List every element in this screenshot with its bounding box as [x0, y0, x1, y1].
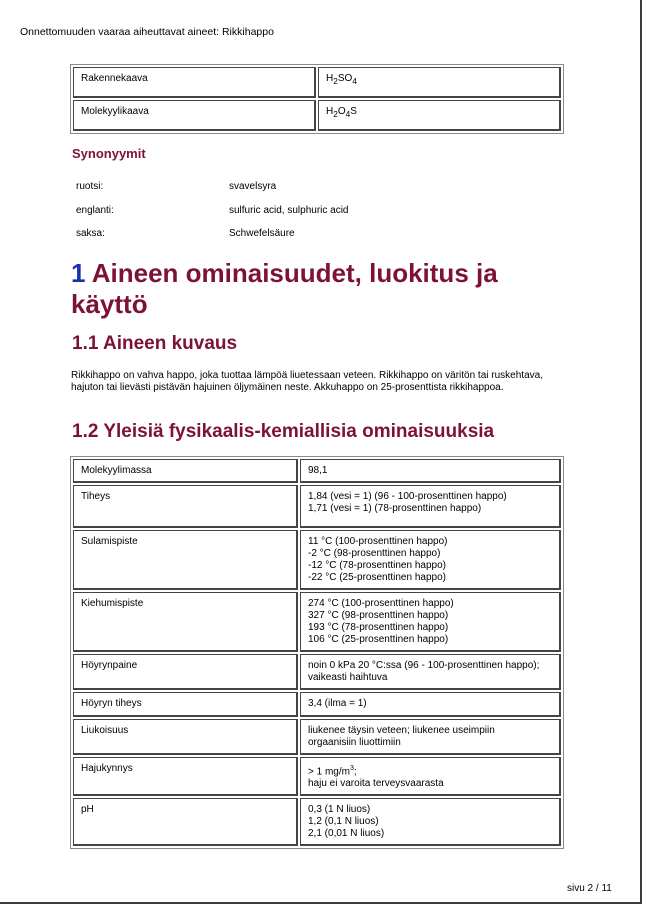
section-title: Aineen ominaisuudet, luokitus ja käyttö — [71, 258, 498, 319]
property-value: 0,3 (1 N liuos) 1,2 (0,1 N liuos) 2,1 (0,01 N liuos) — [300, 798, 561, 846]
property-label: Liukoisuus — [73, 719, 298, 755]
synonyms-heading: Synonyymit — [72, 146, 146, 161]
property-value: 1,84 (vesi = 1) (96 - 100-prosenttinen happo) 1,71 (vesi = 1) (78-prosenttinen happo) — [300, 485, 561, 528]
property-value: 98,1 — [300, 459, 561, 483]
property-value: 3,4 (ilma = 1) — [300, 692, 561, 717]
property-label: Molekyylimassa — [73, 459, 298, 483]
synonyms-list — [76, 181, 349, 252]
description-text: Rikkihappo on vahva happo, joka tuottaa lämpöä liuetessaan veteen. Rikkihappo on väritön tai ruskehtava, hajuton tai lievästi pistävän hajuinen öljymäinen neste. Akkuhappo on 25-prosenttista rikkihappoa. — [71, 370, 543, 393]
table-row — [73, 485, 561, 528]
synonym-name: svavelsyra — [229, 181, 277, 192]
property-label: Tiheys — [73, 485, 298, 528]
synonym-language: ruotsi: — [76, 181, 104, 192]
property-value: liukenee täysin veteen; liukenee useimpiin orgaanisiin liuottimiin — [300, 719, 561, 755]
list-item — [76, 181, 349, 205]
property-value: 11 °C (100-prosenttinen happo) -2 °C (98-prosenttinen happo) -12 °C (78-prosenttinen happo) -22 °C (25-prosenttinen happo) — [300, 530, 561, 590]
property-label: Kiehumispiste — [73, 592, 298, 652]
page-border-bottom — [0, 902, 642, 904]
properties-table — [70, 456, 564, 849]
property-label: Höyrynpaine — [73, 654, 298, 690]
section-heading — [71, 258, 571, 320]
page-border-right — [640, 0, 642, 902]
property-label: Hajukynnys — [73, 757, 298, 796]
subsection-heading: 1.2 Yleisiä fysikaalis-kemiallisia ominaisuuksia — [72, 421, 495, 442]
synonym-name: Schwefelsäure — [229, 228, 295, 239]
formula-table — [70, 64, 564, 134]
property-value: 274 °C (100-prosenttinen happo) 327 °C (98-prosenttinen happo) 193 °C (78-prosenttinen happo) 106 °C (25-prosenttinen happo) — [300, 592, 561, 652]
formula-value: $H_2O_4S$ — [318, 100, 561, 131]
table-row — [73, 530, 561, 590]
table-row — [73, 692, 561, 717]
table-row — [73, 654, 561, 690]
synonym-language: englanti: — [76, 204, 114, 216]
property-label: Sulamispiste — [73, 530, 298, 590]
table-row — [73, 592, 561, 652]
table-row — [73, 67, 561, 98]
section-number: 1 — [71, 258, 86, 288]
subsection-heading: 1.1 Aineen kuvaus — [72, 333, 238, 354]
formula-label: Molekyylikaava — [73, 100, 316, 131]
table-row — [73, 459, 561, 483]
list-item — [76, 205, 349, 229]
property-value: > 1 $mg/m^3$; haju ei varoita terveysvaarasta — [300, 757, 561, 796]
table-row — [73, 757, 561, 796]
property-label: pH — [73, 798, 298, 846]
formula-label: Rakennekaava — [73, 67, 316, 98]
table-row — [73, 719, 561, 755]
synonym-name: sulfuric acid, sulphuric acid — [229, 204, 349, 216]
page-number: sivu 2 / 11 — [567, 883, 612, 894]
property-value: noin 0 kPa 20 °C:ssa (96 - 100-prosenttinen happo); vaikeasti haihtuva — [300, 654, 561, 690]
page-header: Onnettomuuden vaaraa aiheuttavat aineet: Rikkihappo — [20, 26, 274, 38]
list-item — [76, 228, 349, 252]
synonym-language: saksa: — [76, 228, 105, 239]
formula-value: $H_2SO_4$ — [318, 67, 561, 98]
property-label: Höyryn tiheys — [73, 692, 298, 717]
table-row — [73, 100, 561, 131]
table-row — [73, 798, 561, 846]
